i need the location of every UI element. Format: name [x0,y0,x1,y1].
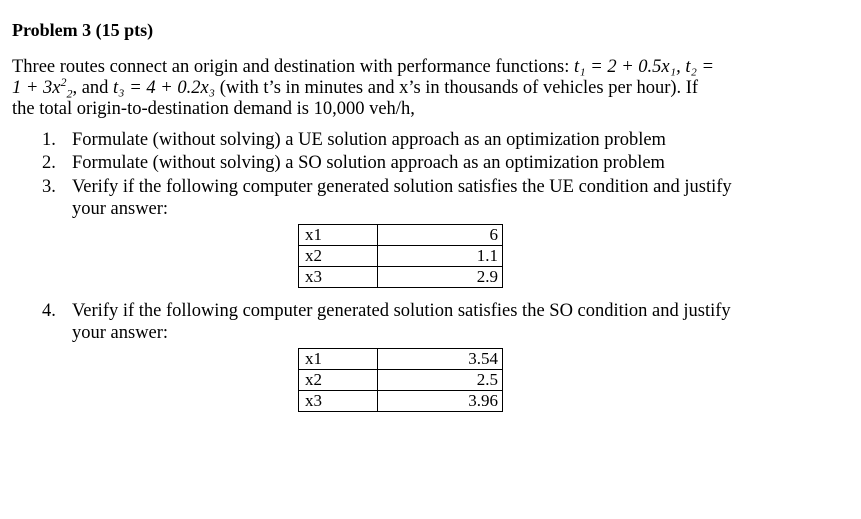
question-text-continued: your answer: [72,199,169,219]
table-row [299,267,503,288]
variable-cell: x1 [299,349,378,370]
problem-statement [12,57,852,120]
statement-line-2 [12,74,852,101]
question-4 [42,300,731,344]
table-row [299,246,503,267]
variable-cell: x1 [299,225,378,246]
question-3 [42,176,732,220]
t2-expression: 1 + 3x [12,78,61,98]
so-solution-table [298,348,503,412]
question-text: Verify if the following computer generated solution satisfies the SO condition and justify [72,301,731,321]
question-text: Formulate (without solving) a UE solution approach as an optimization problem [72,130,666,150]
variable-cell: x2 [299,246,378,267]
table-row [299,349,503,370]
performance-function-t2 [12,74,73,101]
value-cell: 1.1 [378,246,503,267]
question-number: 3. [42,177,56,197]
problem-title: Problem 3 (15 pts) [12,20,154,40]
value-cell: 3.96 [378,391,503,412]
table-row [299,370,503,391]
value-cell: 6 [378,225,503,246]
question-number: 2. [42,153,56,173]
performance-function-t3: t₃ = 4 + 0.2x₃ [113,78,216,98]
ue-solution-table [298,224,503,288]
table-row [299,225,503,246]
statement-line-3: the total origin-to-destination demand is 10,000 veh/h, [12,99,415,119]
value-cell: 2.5 [378,370,503,391]
question-text: Verify if the following computer generated solution satisfies the UE condition and justify [72,177,732,197]
statement-line-1 [12,57,852,78]
value-cell: 3.54 [378,349,503,370]
table-row [299,391,503,412]
question-number: 4. [42,301,56,321]
variable-cell: x3 [299,391,378,412]
variable-cell: x2 [299,370,378,391]
statement-text-2: , and [72,78,114,98]
question-1 [42,129,666,151]
performance-function-t1-t2: t₁ = 2 + 0.5x₁, t₂ = [574,57,715,77]
question-text: Formulate (without solving) a SO solution approach as an optimization problem [72,153,665,173]
question-2 [42,152,665,174]
variable-cell: x3 [299,267,378,288]
question-number: 1. [42,130,56,150]
value-cell: 2.9 [378,267,503,288]
t2-subscript: 2 [66,86,73,101]
statement-text: Three routes connect an origin and destination with performance functions: [12,57,575,77]
statement-text-3: (with t’s in minutes and x’s in thousands of vehicles per hour). If [215,78,699,98]
question-text-continued: your answer: [72,323,169,343]
t2-exponent: 2 [60,74,67,89]
